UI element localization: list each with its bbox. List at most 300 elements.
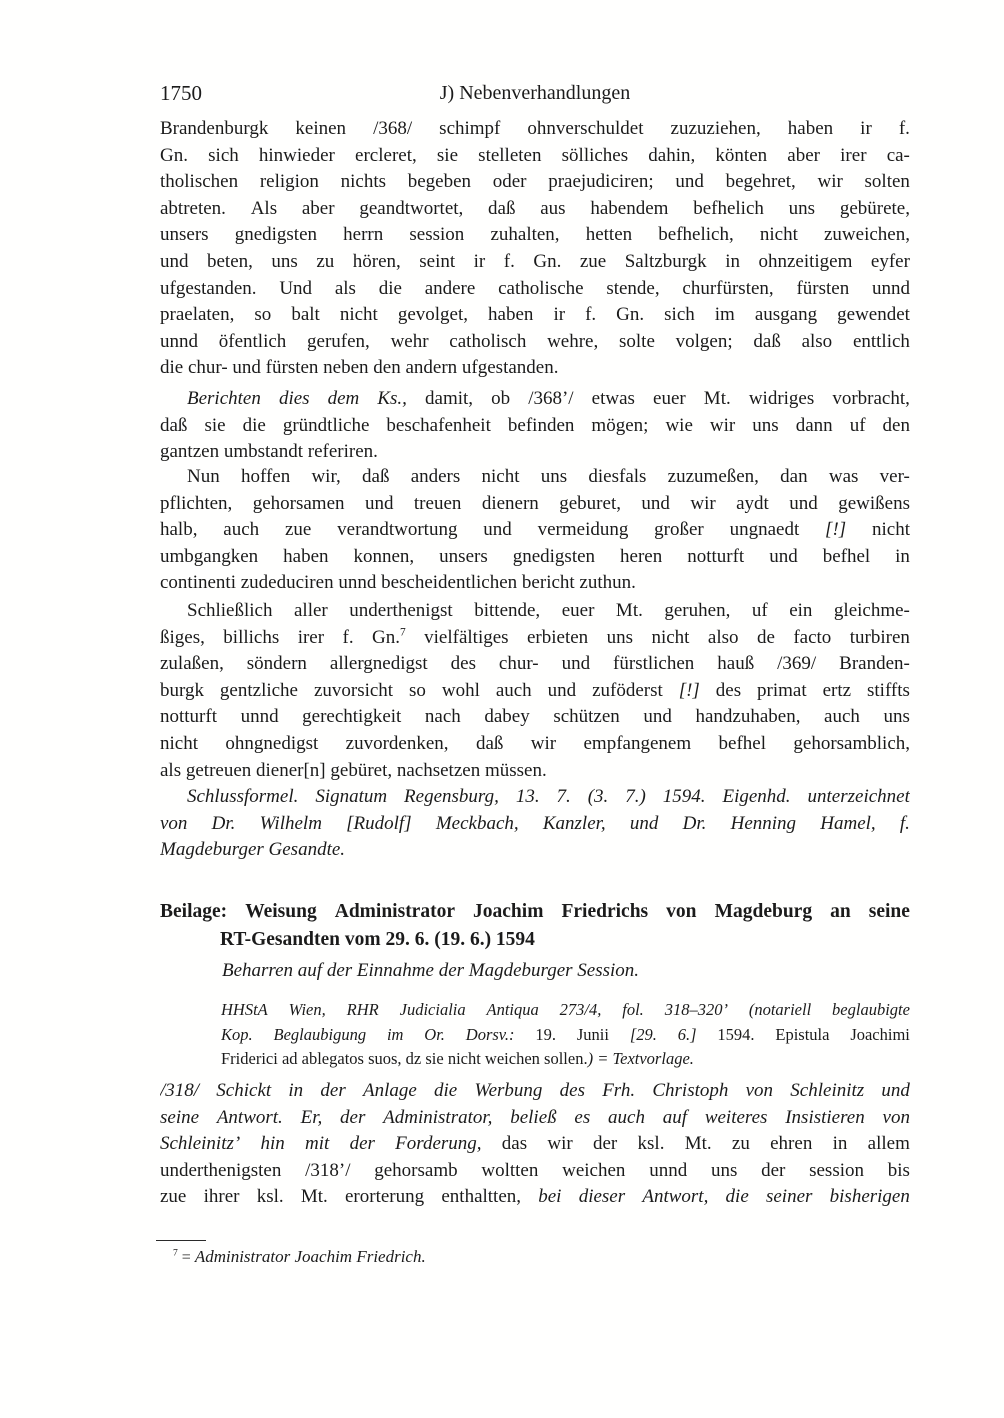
word [302,704,401,731]
word [785,1105,865,1132]
text-run: Eigenhd. [722,786,791,807]
text-run: haben [787,118,834,139]
word [221,998,268,1023]
text-run: eyfer [870,250,910,272]
word [643,704,672,731]
word [562,598,595,625]
text-run: Saltzburgk [624,250,707,272]
text-run: ehren [770,1133,813,1155]
word [664,598,730,625]
word [347,998,379,1023]
text-run: wir [530,732,557,754]
text-run: dies [278,388,310,409]
text-run: dieser [578,1186,626,1208]
word [516,784,540,811]
text-line [160,439,910,466]
text-run: das [501,1133,528,1155]
word [391,329,429,356]
word [160,1105,199,1132]
text-run: (3. [587,786,609,807]
text-run: volgen; [675,330,733,352]
word [223,517,259,544]
word [755,302,817,329]
word [424,625,508,652]
word [588,784,609,811]
text-run: an [830,901,851,922]
text-run: in [725,250,740,272]
word [793,625,831,652]
text-run: catholische [498,277,584,299]
word [840,143,866,170]
text-run: herrn [343,224,384,246]
word [160,704,217,731]
text-run: Dr. [682,812,707,834]
word [498,276,583,303]
word [716,678,741,705]
word [887,143,910,170]
word [283,413,370,440]
word [160,625,205,652]
text-run: 7 [173,1247,178,1259]
word [679,678,700,705]
word [665,998,728,1023]
text-run: HHStA [221,1000,268,1019]
text-run: zuweichen, [824,224,910,246]
word [872,517,910,544]
text-run: nichts [340,171,387,193]
text-run: wehr [390,330,429,352]
text-run: die [725,1186,749,1208]
text-run: pflichten, [160,492,233,514]
text-run: Dorsv.: [465,1024,515,1044]
word [247,651,307,678]
word [301,1105,323,1132]
word [160,811,187,838]
word [330,651,428,678]
text-run: mit [305,1133,330,1155]
text-run: keinen [295,118,347,139]
text-run: befinden [507,414,575,436]
word [730,517,800,544]
word [225,731,318,758]
text-run: churfürsten, [682,277,774,299]
word [717,651,754,678]
word [590,196,668,223]
text-run: irer [297,626,325,648]
text-run: als [334,277,356,299]
text-run: und [561,653,591,675]
text-run: beschafenheit [386,414,491,436]
text-run: geburet, [559,492,621,514]
text-run: Insistieren [785,1106,865,1128]
word [641,491,670,518]
beilage-heading [160,898,910,953]
text-run: Antiqua [486,1000,539,1019]
word [513,544,595,571]
text-run: Frh. [602,1080,636,1101]
text-run: uns [271,250,298,272]
word [666,898,696,926]
text-run: gewendet [837,304,910,326]
word [630,811,659,838]
footnote-separator [156,1240,206,1241]
text-run: Gn. [533,250,562,272]
text-run: schimpf [439,118,501,139]
word [274,1023,367,1048]
word [888,1158,910,1185]
word [208,143,239,170]
text-run: dan [780,466,808,487]
word [787,143,820,170]
text-run: nicht [481,466,520,487]
word [746,1078,773,1105]
word [288,1078,303,1105]
text-run: seine [868,901,910,922]
word [502,1131,527,1158]
word [757,625,775,652]
word [395,1131,481,1158]
word [899,116,910,143]
text-run: Mt. [703,388,731,409]
word [386,413,490,440]
text-run: Junii [576,1024,609,1044]
text-line [160,491,910,518]
word [757,678,807,705]
word [749,998,811,1023]
text-run: f. [898,118,910,139]
word [883,1105,910,1132]
word [160,169,238,196]
text-run: Mt. [300,1186,328,1208]
word [832,386,910,413]
text-run: vorbracht, [832,388,910,409]
text-line [160,116,910,143]
text-run: daß [160,414,188,436]
word [769,544,798,571]
text-run: des [559,1080,585,1101]
word [840,196,910,223]
word [752,598,768,625]
text-run: geruhen, [664,600,731,621]
word [548,678,577,705]
text-run: nach [424,706,461,728]
word [245,898,317,926]
text-run: burgk [160,679,204,701]
text-run: Forderung, [395,1133,482,1155]
text-run: uns [788,197,816,219]
text-run: was [828,466,859,487]
text-run: Administrator, [383,1106,493,1128]
word [528,386,573,413]
text-run: [!] [678,679,700,701]
word [271,249,297,276]
text-line [221,998,910,1023]
word [825,517,846,544]
text-line [173,1244,910,1269]
text-line [160,169,910,196]
word [305,1131,329,1158]
text-run: 7.) [625,786,646,807]
text-run: andere [424,277,476,299]
text-run: daß [362,466,390,487]
text-run: Nun [187,466,220,487]
text-run: solte [619,330,655,352]
word [160,249,189,276]
text-run: wohl [441,679,480,701]
word [305,1158,350,1185]
text-run: den [882,414,910,436]
word [593,1131,617,1158]
word [881,1078,910,1105]
text-run: und [483,519,512,541]
text-run: 318–320’ [664,1000,728,1019]
text-run: umbgangken [160,545,259,567]
text-run: gentzliche [219,679,298,701]
text-run: bittende, [474,600,541,621]
word [559,491,621,518]
word [802,329,833,356]
text-run: allem [867,1133,910,1155]
text-run: unnd [871,277,910,299]
text-run: im [714,304,735,326]
word [538,1184,561,1211]
text-run: großer [654,519,704,541]
word [883,413,910,440]
word [658,222,733,249]
text-run: Joachim [473,901,544,922]
word [294,598,328,625]
text-run: Berichten [187,388,261,409]
text-run: Beilage: [160,901,228,922]
word [833,1131,848,1158]
text-run: gerechtigkeit [302,706,402,728]
text-run: Magdeburg [714,901,813,922]
word [160,413,187,440]
text-run: gehorsamblich, [793,732,910,754]
text-run: und [641,492,670,514]
text-run: Friedrichs [561,901,649,922]
word [620,544,662,571]
word [493,169,527,196]
text-run: auch [608,1106,645,1128]
text-run: uns [606,626,634,648]
word [478,143,541,170]
text-line [160,413,910,440]
word [630,1023,657,1048]
word [419,249,455,276]
text-run: Branden- [839,653,910,675]
word [160,196,226,223]
text-run: gründtliche [282,414,370,436]
text-run: also [707,626,739,648]
text-run: ein [789,600,813,621]
text-run: Schließlich [187,600,273,621]
word [895,544,910,571]
text-run: ungnaedt [729,519,800,541]
text-run: irer [840,144,867,166]
text-run: wir [547,1133,573,1155]
text-run: sie [204,414,226,436]
text-run: zuhalten, [490,224,560,246]
text-line [221,1023,910,1048]
word [860,116,872,143]
text-run: uns [540,466,568,487]
word [758,249,852,276]
word [817,169,842,196]
text-run: 7 [400,626,406,639]
text-run: Antwort, [642,1186,709,1208]
text-run: der [320,1080,346,1101]
text-run: ) = [587,1049,613,1068]
text-run: Regensburg, [404,786,499,807]
word [160,1078,199,1105]
text-run: Werbung [474,1080,543,1101]
text-line [160,249,910,276]
text-run: [29. [629,1024,657,1044]
text-run: gebürete, [839,197,910,219]
text-run: ßiges, [160,626,205,648]
text-run: diesfals [588,466,647,487]
text-run: woltten [481,1159,539,1181]
text-run: von [160,812,188,834]
text-run: Ks., [377,388,407,409]
word [652,1078,728,1105]
text-run: RT-Gesandten vom 29. 6. (19. 6.) 1594 [220,928,535,950]
text-run: Wien, [288,1000,326,1019]
word [693,196,764,223]
word [260,169,319,196]
word [365,491,394,518]
text-run: praelaten, [160,304,235,326]
text-run: zuzumeßen, [667,466,759,487]
text-run: nicht [759,224,798,246]
text-line [160,386,910,413]
word [442,678,480,705]
word [349,598,452,625]
text-run: tholischen [160,171,239,193]
text-run: underthenigsten [160,1159,282,1181]
text-run: ertz [822,679,852,701]
word [187,598,272,625]
text-run: wir [817,171,843,193]
text-run: Weisung [245,901,317,922]
word [557,784,571,811]
word [607,625,633,652]
word [638,1131,665,1158]
word [212,811,236,838]
text-run: von [666,901,697,922]
text-run: chur- [498,653,539,675]
text-run: Meckbach, [435,812,519,834]
text-line [160,758,910,785]
word [474,249,486,276]
word [541,464,567,491]
text-run: Hamel, [820,812,876,834]
word [220,678,298,705]
word [414,491,461,518]
word [346,811,411,838]
word [722,784,790,811]
text-run: hin [260,1133,285,1155]
text-run: aber [301,197,335,219]
word [586,222,632,249]
text-run: Gn. [616,304,645,326]
text-run: Signatum [315,786,388,807]
word [473,898,543,926]
text-run: in [895,545,910,567]
paragraph-schlussformel [160,784,910,864]
text-run: zue [579,250,607,272]
text-run: beten, [207,250,253,272]
text-run: unterzeichnet [807,786,910,807]
text-run: Schickt [216,1080,272,1101]
text-run: session [409,224,465,246]
text-run: zuvorsicht [313,679,394,701]
word [484,704,529,731]
text-run: gnedigsten [512,545,596,567]
word [354,544,415,571]
word [346,731,449,758]
text-run: zue [284,519,312,541]
word [307,329,370,356]
text-run: hetten [585,224,633,246]
text-run: dabey [484,706,530,728]
word [285,517,311,544]
word [362,464,389,491]
word [279,276,312,303]
word [711,1158,737,1185]
text-run: Gn. [372,626,400,648]
word [654,517,704,544]
word [400,998,466,1023]
word [577,1023,609,1048]
text-run: beließ [510,1106,557,1128]
word [834,598,910,625]
word [613,651,694,678]
word [291,302,320,329]
text-run: also [801,330,833,352]
word [731,811,796,838]
word [160,651,224,678]
text-run: primat [757,679,807,701]
text-run: und [547,679,577,701]
text-run: so [254,304,272,326]
text-run: euer [561,600,595,621]
text-line [160,1184,910,1211]
word [726,169,796,196]
word [235,222,317,249]
word [279,386,310,413]
word [687,544,744,571]
text-run: daß [488,197,516,219]
word [510,1105,556,1132]
word [302,196,335,223]
text-run: sölliches [561,144,629,166]
text-run: die chur- und fürsten neben den andern ufgestanden. [160,357,559,379]
text-run: auch [824,706,860,728]
word [651,625,689,652]
text-run: hoffen [240,466,291,487]
word [777,651,816,678]
text-run: es [574,1106,591,1128]
text-line [160,302,910,329]
text-run: aller [294,600,328,621]
text-run: solten [864,171,910,193]
text-run: so [409,679,426,701]
word [588,464,646,491]
word [775,1023,829,1048]
word [788,116,833,143]
